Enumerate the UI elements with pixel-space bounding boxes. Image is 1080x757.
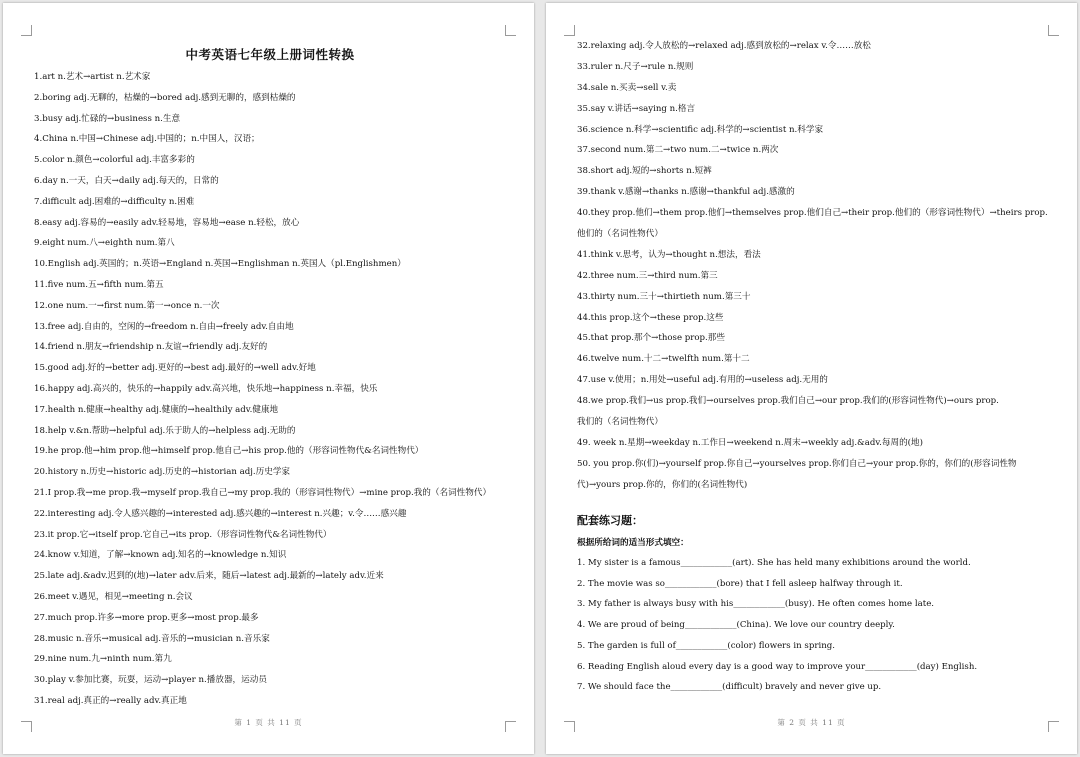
list-item: 25.late adj.&adv.迟到的(地)→later adv.后来，随后→latest adj.最新的→lately adv.近来	[34, 571, 384, 582]
exercise-item: 1. My sister is a famous____________(art). She has held many exhibitions around the world.	[577, 557, 971, 568]
margin-mark	[21, 25, 32, 36]
list-item: 21.I prop.我→me prop.我→myself prop.我自己→my prop.我的（形容词性物代）→mine prop.我的（名词性物代）	[34, 487, 492, 498]
list-item: 45.that prop.那个→those prop.那些	[577, 333, 725, 344]
margin-mark	[1048, 25, 1059, 36]
list-item: 15.good adj.好的→better adj.更好的→best adj.最好的→well adv.好地	[34, 363, 316, 374]
list-item: 43.thirty num.三十→thirtieth num.第三十	[577, 291, 751, 302]
list-item: 我们的（名词性物代）	[577, 417, 663, 428]
list-item: 23.it prop.它→itself prop.它自己→its prop.（形容词性物代&名词性物代）	[34, 529, 332, 540]
exercise-item: 5. The garden is full of____________(color) flowers in spring.	[577, 640, 835, 651]
list-item: 31.real adj.真正的→really adv.真正地	[34, 695, 187, 706]
list-item: 30.play v.参加比赛，玩耍，运动→player n.播放器，运动员	[34, 675, 267, 686]
list-item: 4.China n.中国→Chinese adj.中国的；n.中国人，汉语；	[34, 134, 260, 145]
list-item: 33.ruler n.尺子→rule n.规则	[577, 61, 694, 72]
list-item: 10.English adj.英国的；n.英语→England n.英国→Englishman n.英国人（pl.Englishmen）	[34, 259, 406, 270]
document-page-1	[3, 3, 534, 754]
word-conversion-list	[577, 41, 1055, 490]
list-item: 20.history n.历史→historic adj.历史的→historian adj.历史学家	[34, 467, 291, 478]
list-item: 37.second num.第二→two num.二→twice n.两次	[577, 145, 779, 156]
list-item: 3.busy adj.忙碌的→business n.生意	[34, 113, 181, 124]
list-item: 39.thank v.感谢→thanks n.感谢→thankful adj.感激的	[577, 187, 795, 198]
list-item: 代)→yours prop.你的，你们的(名词性物代)	[577, 479, 748, 490]
list-item: 27.much prop.许多→more prop.更多→most prop.最多	[34, 612, 259, 623]
list-item: 26.meet v.遇见，相见→meeting n.会议	[34, 591, 193, 602]
list-item: 17.health n.健康→healthy adj.健康的→healthily adv.健康地	[34, 404, 279, 415]
list-item: 38.short adj.短的→shorts n.短裤	[577, 166, 712, 177]
list-item: 2.boring adj.无聊的，枯燥的→bored adj.感到无聊的，感到枯燥的	[34, 92, 296, 103]
list-item: 9.eight num.八→eighth num.第八	[34, 238, 175, 249]
list-item: 47.use v.使用；n.用处→useful adj.有用的→useless adj.无用的	[577, 375, 828, 386]
list-item: 48.we prop.我们→us prop.我们→ourselves prop.我们自己→our prop.我们的(形容词性物代)→ours prop.	[577, 396, 999, 407]
list-item: 35.say v.讲话→saying n.格言	[577, 103, 696, 114]
page-footer: 第 2 页 共 11 页	[777, 718, 846, 727]
list-item: 28.music n.音乐→musical adj.音乐的→musician n.音乐家	[34, 633, 270, 644]
list-item: 14.friend n.朋友→friendship n.友谊→friendly adj.友好的	[34, 342, 268, 353]
exercise-item: 7. We should face the____________(difficult) bravely and never give up.	[577, 682, 882, 693]
list-item: 6.day n.一天，白天→daily adj.每天的，日常的	[34, 175, 219, 186]
list-item: 8.easy adj.容易的→easily adv.轻易地，容易地→ease n.轻松，放心	[34, 217, 300, 228]
list-item: 36.science n.科学→scientific adj.科学的→scientist n.科学家	[577, 124, 824, 135]
list-item: 41.think v.思考，认为→thought n.想法，看法	[577, 249, 761, 260]
word-conversion-list	[34, 72, 506, 706]
list-item: 40.they prop.他们→them prop.他们→themselves prop.他们自己→their prop.他们的（形容词性物代）→theirs prop.	[577, 208, 1048, 219]
list-item: 29.nine num.九→ninth num.第九	[34, 654, 172, 665]
margin-mark	[505, 25, 516, 36]
exercise-heading: 配套练习题：	[577, 513, 643, 527]
list-item: 46.twelve num.十二→twelfth num.第十二	[577, 354, 750, 365]
list-item: 12.one num.一→first num.第一→once n.一次	[34, 300, 220, 311]
exercise-list	[577, 558, 1055, 693]
page-title: 中考英语七年级上册词性转换	[185, 47, 355, 62]
list-item: 18.help v.&n.帮助→helpful adj.乐于助人的→helpless adj.无助的	[34, 425, 296, 436]
exercise-item: 4. We are proud of being____________(China). We love our country deeply.	[577, 620, 895, 631]
list-item: 32.relaxing adj.令人放松的→relaxed adj.感到放松的→relax v.令……放松	[577, 41, 871, 51]
list-item: 他们的（名词性物代）	[577, 229, 663, 240]
list-item: 19.he prop.他→him prop.他→himself prop.他自己→his prop.他的（形容词性物代&名词性物代）	[34, 446, 424, 457]
page-footer: 第 1 页 共 11 页	[234, 718, 303, 727]
margin-mark	[564, 25, 575, 36]
list-item: 13.free adj.自由的，空闲的→freedom n.自由→freely adv.自由地	[34, 321, 294, 332]
list-item: 22.interesting adj.令人感兴趣的→interested adj.感兴趣的→interest n.兴趣；v.令……感兴趣	[34, 508, 407, 519]
document-page-2	[546, 3, 1077, 754]
list-item: 34.sale n.买卖→sell v.卖	[577, 82, 677, 93]
list-item: 1.art n.艺术→artist n.艺术家	[34, 72, 151, 82]
exercise-item: 3. My father is always busy with his____________(busy). He often comes home late.	[577, 599, 935, 610]
list-item: 42.three num.三→third num.第三	[577, 270, 718, 281]
exercise-item: 6. Reading English aloud every day is a good way to improve your____________(day) English.	[577, 661, 978, 672]
list-item: 11.five num.五→fifth num.第五	[34, 279, 164, 290]
list-item: 5.color n.颜色→colorful adj.丰富多彩的	[34, 155, 195, 166]
list-item: 49. week n.星期→weekday n.工作日→weekend n.周末→weekly adj.&adv.每周的(地)	[577, 437, 923, 448]
list-item: 50. you prop.你(们)→yourself prop.你自己→yourselves prop.你们自己→your prop.你的，你们的(形容词性物	[577, 458, 1017, 469]
list-item: 44.this prop.这个→these prop.这些	[577, 312, 724, 323]
exercise-item: 2. The movie was so____________(bore) that I fell asleep halfway through it.	[577, 578, 903, 589]
exercise-instruction: 根据所给词的适当形式填空：	[577, 537, 689, 548]
list-item: 16.happy adj.高兴的，快乐的→happily adv.高兴地，快乐地→happiness n.幸福，快乐	[34, 383, 378, 394]
list-item: 24.know v.知道，了解→known adj.知名的→knowledge n.知识	[34, 550, 287, 561]
list-item: 7.difficult adj.困难的→difficulty n.困难	[34, 196, 195, 207]
